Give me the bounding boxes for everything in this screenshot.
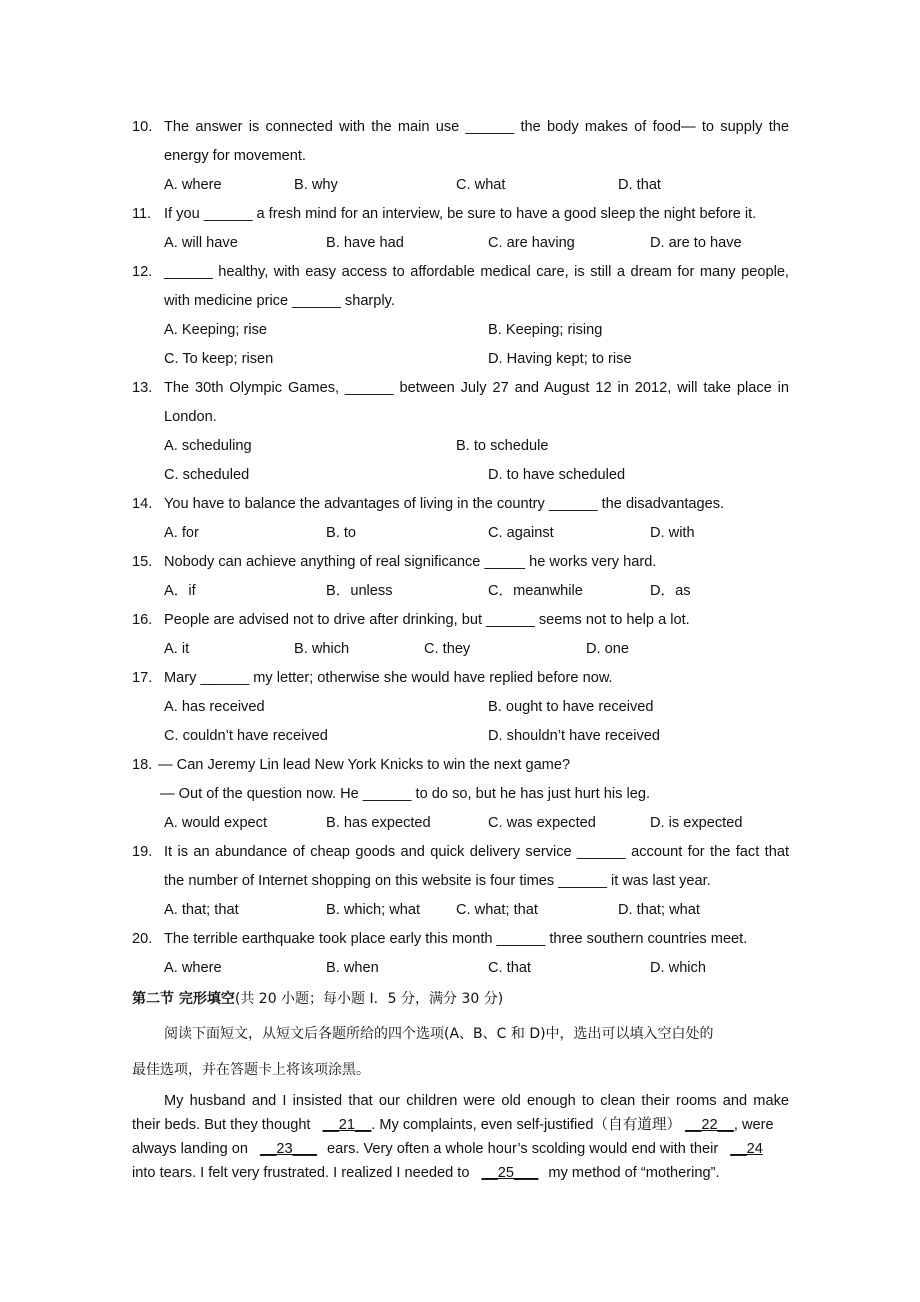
passage-line: My husband and I insisted that our children were old enough to clean their rooms and make xyxy=(164,1093,789,1109)
option-a: A. has received xyxy=(164,699,265,715)
blank-25: __25___ xyxy=(481,1165,539,1181)
option-d: D. are to have xyxy=(650,235,742,251)
question-text: the number of Internet shopping on this website is four times ______ it was last year. xyxy=(164,873,711,889)
section-note: (共 20 小题；每小题 I．5 分，满分 30 分) xyxy=(234,991,504,1007)
option-c: C. To keep; risen xyxy=(164,351,274,367)
passage-text: , were xyxy=(733,1117,774,1133)
option-c: C. what; that xyxy=(456,902,538,918)
option-d: D. that xyxy=(618,177,661,193)
question-text: The terrible earthquake took place early this month ______ three southern countries meet. xyxy=(164,931,748,947)
section-heading xyxy=(132,990,503,1008)
section-instruction: 最佳选项，并在答题卡上将该项涂黑。 xyxy=(132,1062,370,1078)
option-c: C. that xyxy=(488,960,531,976)
option-d: D. Having kept; to rise xyxy=(488,351,632,367)
option-c: C. what xyxy=(456,177,506,193)
question-number: 11. xyxy=(132,206,152,222)
option-b: B. has expected xyxy=(326,815,431,831)
option-c: C．meanwhile xyxy=(488,583,583,599)
option-c: C. are having xyxy=(488,235,575,251)
passage-line xyxy=(132,1164,720,1182)
passage-text: my method of “mothering”. xyxy=(548,1165,720,1181)
option-a: A. that; that xyxy=(164,902,239,918)
option-b: B. to schedule xyxy=(456,438,549,454)
question-number: 13. xyxy=(132,380,153,396)
option-d: D. to have scheduled xyxy=(488,467,626,483)
question-number: 12. xyxy=(132,264,153,280)
option-b: B. to xyxy=(326,525,357,541)
blank-24: __24 xyxy=(730,1141,763,1157)
option-d: D. with xyxy=(650,525,695,541)
question-text: energy for movement. xyxy=(164,148,306,164)
question-text: ______ healthy, with easy access to affordable medical care, is still a dream for many people, xyxy=(164,264,789,280)
passage-text: always landing on xyxy=(132,1141,249,1157)
option-a: A. scheduling xyxy=(164,438,252,454)
question-number: 14. xyxy=(132,496,153,512)
option-b: B. have had xyxy=(326,235,404,251)
section-title: 第二节 完形填空 xyxy=(132,991,235,1007)
question-text: It is an abundance of cheap goods and quick delivery service ______ account for the fact that xyxy=(164,844,789,860)
blank-21: __21__ xyxy=(322,1117,372,1133)
passage-text: their beds. But they thought xyxy=(132,1117,311,1133)
option-b: B．unless xyxy=(326,583,393,599)
option-c: C. they xyxy=(424,641,471,657)
option-d: D. that; what xyxy=(618,902,700,918)
question-number: 19. xyxy=(132,844,153,860)
blank-22: __22__ xyxy=(685,1117,734,1133)
blank-23: __23___ xyxy=(260,1141,317,1157)
option-d: D. shouldn’t have received xyxy=(488,728,660,744)
option-c: C. couldn’t have received xyxy=(164,728,328,744)
question-text: You have to balance the advantages of living in the country ______ the disadvantages. xyxy=(164,496,725,512)
passage-line xyxy=(132,1116,774,1134)
option-d: D．as xyxy=(650,583,691,599)
question-number: 17. xyxy=(132,670,153,686)
option-b: B. Keeping; rising xyxy=(488,322,603,338)
question-text: Nobody can achieve anything of real significance _____ he works very hard. xyxy=(164,554,657,570)
question-text: — Can Jeremy Lin lead New York Knicks to win the next game? xyxy=(158,757,571,773)
section-instruction: 阅读下面短文，从短文后各题所给的四个选项(A、B、C 和 D)中，选出可以填入空白处的 xyxy=(164,1026,714,1042)
question-text: Mary ______ my letter; otherwise she would have replied before now. xyxy=(164,670,613,686)
question-text: — Out of the question now. He ______ to do so, but he has just hurt his leg. xyxy=(160,786,651,802)
passage-text: . My complaints, even self-justified（自有道理） xyxy=(371,1117,682,1133)
option-b: B. which xyxy=(294,641,350,657)
question-text: London. xyxy=(164,409,217,425)
option-b: B. why xyxy=(294,177,338,193)
passage-text: ears. Very often a whole hour’s scolding would end with their xyxy=(326,1141,719,1157)
question-text: If you ______ a fresh mind for an interview, be sure to have a good sleep the night before it. xyxy=(164,206,757,222)
option-a: A．if xyxy=(164,583,196,599)
option-b: B. which; what xyxy=(326,902,421,918)
question-text: with medicine price ______ sharply. xyxy=(164,293,395,309)
option-d: D. is expected xyxy=(650,815,743,831)
option-a: A. Keeping; rise xyxy=(164,322,268,338)
question-number: 18. xyxy=(132,757,153,773)
option-a: A. would expect xyxy=(164,815,268,831)
option-a: A. for xyxy=(164,525,199,541)
option-a: A. will have xyxy=(164,235,238,251)
option-a: A. it xyxy=(164,641,190,657)
question-number: 20. xyxy=(132,931,153,947)
question-text: The 30th Olympic Games, ______ between July 27 and August 12 in 2012, will take place in xyxy=(164,380,789,396)
option-b: B. when xyxy=(326,960,379,976)
option-d: D. which xyxy=(650,960,706,976)
question-number: 10. xyxy=(132,119,153,135)
passage-text: into tears. I felt very frustrated. I realized I needed to xyxy=(132,1165,470,1181)
question-number: 15. xyxy=(132,554,153,570)
option-c: C. against xyxy=(488,525,554,541)
option-a: A. where xyxy=(164,960,222,976)
option-b: B. ought to have received xyxy=(488,699,654,715)
option-c: C. was expected xyxy=(488,815,596,831)
passage-line xyxy=(132,1140,763,1158)
question-text: The answer is connected with the main use ______ the body makes of food— to supply the xyxy=(164,119,789,135)
option-c: C. scheduled xyxy=(164,467,250,483)
question-number: 16. xyxy=(132,612,153,628)
option-d: D. one xyxy=(586,641,629,657)
question-text: People are advised not to drive after drinking, but ______ seems not to help a lot. xyxy=(164,612,690,628)
option-a: A. where xyxy=(164,177,222,193)
